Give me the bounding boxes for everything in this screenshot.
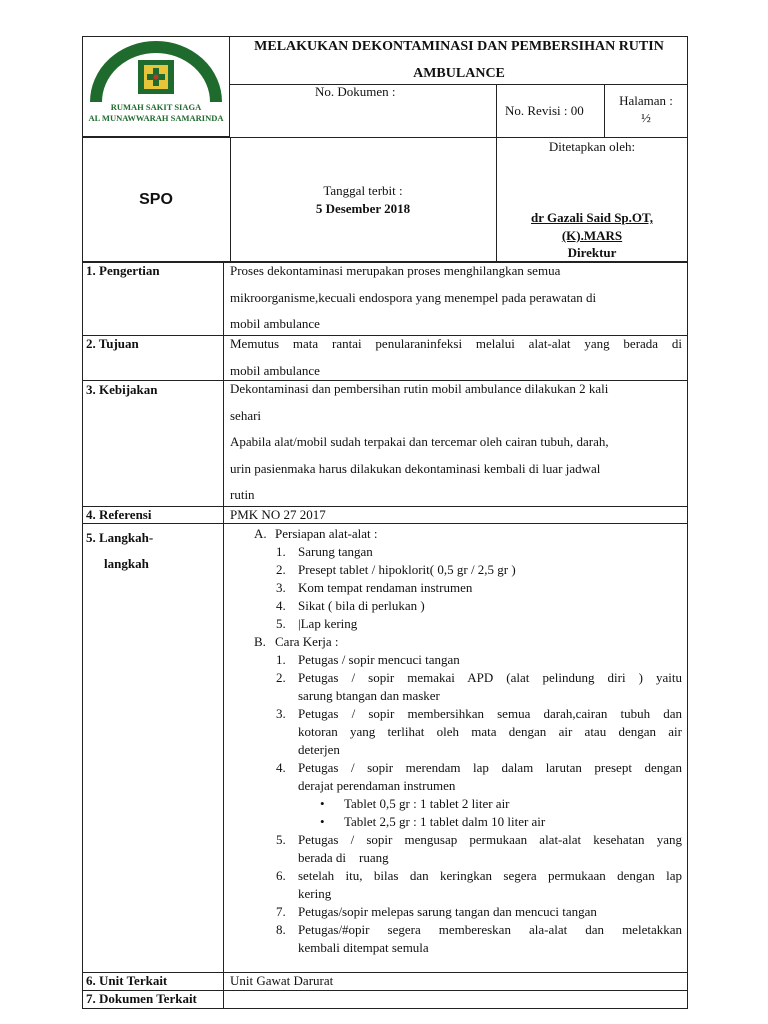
signer-role: Direktur	[567, 245, 617, 260]
list-item	[230, 579, 682, 597]
item-text: Petugas/sopir melepas sarung tangan dan mencuci tangan	[298, 904, 597, 919]
tujuan-line: Memutus mata rantai penularaninfeksi melalui alat-alat yang berada di	[230, 336, 682, 351]
item-number: 5.	[276, 832, 286, 847]
spo-label: SPO	[139, 191, 173, 208]
item-number: 3.	[276, 580, 286, 595]
list-item	[230, 561, 682, 579]
tanggal-terbit-label: Tanggal terbit :	[323, 183, 403, 198]
kebijakan-text	[230, 376, 682, 509]
item-text: setelah itu, bilas dan keringkan segera permukaan dengan lap	[298, 868, 682, 883]
item-number: 5.	[276, 616, 286, 631]
item-text: Petugas / sopir merendam lap dalam larutan presept dengan	[298, 760, 682, 775]
item-number: 6.	[276, 868, 286, 883]
list-item	[230, 669, 682, 705]
bullet-item	[230, 795, 682, 813]
item-number: 1.	[276, 652, 286, 667]
pengertian-line: mikroorganisme,kecuali endospora yang menempel pada perawatan di	[230, 289, 597, 305]
bullet-icon: •	[320, 814, 325, 829]
item-text: Sarung tangan	[298, 544, 373, 559]
signer-name-line1: dr Gazali Said Sp.OT,	[531, 210, 653, 225]
langkah-label-line1: 5. Langkah-	[86, 530, 154, 545]
row-divider	[82, 972, 688, 973]
section-a-title: Persiapan alat-alat :	[275, 526, 378, 541]
kebijakan-line: Apabila alat/mobil sudah terpakai dan tercemar oleh cairan tubuh, darah,	[230, 434, 609, 449]
list-item	[230, 921, 682, 957]
item-number: 2.	[276, 670, 286, 685]
item-text: Petugas/#opir segera membereskan ala-alat dan meletakkan	[298, 922, 682, 937]
kebijakan-line: rutin	[230, 487, 255, 502]
bullet-text: Tablet 2,5 gr : 1 tablet dalm 10 liter air	[344, 814, 546, 829]
item-text: kotoran yang terlihat oleh mata dengan air atau dengan air	[298, 724, 682, 739]
label-column-border	[223, 262, 224, 1009]
list-item	[230, 705, 682, 759]
list-item	[230, 543, 682, 561]
halaman-label: Halaman :	[619, 93, 673, 108]
tanggal-terbit-value: 5 Desember 2018	[315, 201, 411, 216]
section-label-dokumen: 7. Dokumen Terkait	[86, 991, 197, 1006]
section-label-tujuan: 2. Tujuan	[86, 336, 139, 351]
item-number: 7.	[276, 904, 286, 919]
section-a-letter: A.	[254, 526, 267, 541]
logo-text-line1: RUMAH SAKIT SIAGA	[110, 102, 202, 112]
item-text: Sikat ( bila di perlukan )	[298, 598, 425, 613]
tujuan-line: mobil ambulance	[230, 362, 320, 378]
list-item	[230, 903, 682, 921]
item-number: 4.	[276, 760, 286, 775]
document-title-line2: AMBULANCE	[413, 66, 505, 81]
title-divider	[230, 84, 688, 85]
row2-bottom-border	[82, 137, 688, 138]
list-item	[230, 867, 682, 903]
logo-cell	[82, 36, 230, 137]
unit-value: Unit Gawat Darurat	[230, 973, 334, 988]
item-text: derajat perendaman instrumen	[298, 778, 456, 793]
logo-text-line2: AL MUNAWWARAH SAMARINDA	[88, 113, 224, 123]
no-dokumen-label: No. Dokumen :	[315, 84, 396, 99]
no-revisi: No. Revisi : 00	[505, 103, 584, 118]
list-item	[230, 831, 682, 867]
row-divider	[82, 523, 688, 524]
section-label-kebijakan: 3. Kebijakan	[86, 382, 158, 397]
list-item	[230, 759, 682, 795]
langkah-content	[230, 525, 682, 957]
item-number: 1.	[276, 544, 286, 559]
document-title-line1: MELAKUKAN DEKONTAMINASI DAN PEMBERSIHAN RUTIN	[254, 39, 664, 54]
item-text: sarung btangan dan masker	[298, 688, 440, 703]
item-number: 8.	[276, 922, 286, 937]
section-label-pengertian: 1. Pengertian	[86, 263, 160, 278]
item-text: Presept tablet / hipoklorit( 0,5 gr / 2,5 gr )	[298, 562, 516, 577]
item-text: Petugas / sopir membersihkan semua darah,cairan tubuh dan	[298, 706, 682, 721]
section-label-langkah	[86, 525, 153, 577]
item-text: kering	[298, 886, 332, 901]
item-text: Kom tempat rendaman instrumen	[298, 580, 473, 595]
pengertian-line: mobil ambulance	[230, 316, 320, 331]
section-b-letter: B.	[254, 634, 266, 649]
langkah-label-line2: langkah	[104, 556, 149, 571]
section-label-referensi: 4. Referensi	[86, 507, 152, 522]
halaman-value: ½	[641, 110, 651, 125]
item-text: Petugas / sopir memakai APD (alat pelindung diri ) yaitu	[298, 670, 682, 685]
bullet-item	[230, 813, 682, 831]
item-text: kembali ditempat semula	[298, 940, 429, 955]
section-b-heading	[230, 633, 682, 651]
item-number: 4.	[276, 598, 286, 613]
pengertian-text	[230, 258, 682, 338]
list-item	[230, 597, 682, 615]
item-number: 2.	[276, 562, 286, 577]
item-text: |Lap kering	[298, 616, 358, 631]
item-text: deterjen	[298, 742, 340, 757]
section-a-heading	[230, 525, 682, 543]
signer-name-line2: (K).MARS	[561, 228, 623, 243]
ditetapkan-label: Ditetapkan oleh:	[548, 139, 636, 154]
section-label-unit: 6. Unit Terkait	[86, 973, 168, 988]
item-number: 3.	[276, 706, 286, 721]
item-text: Petugas / sopir mengusap permukaan alat-alat kesehatan yang	[298, 832, 682, 847]
kebijakan-line: Dekontaminasi dan pembersihan rutin mobil ambulance dilakukan 2 kali	[230, 381, 609, 396]
referensi-value: PMK NO 27 2017	[230, 507, 326, 522]
list-item	[230, 651, 682, 669]
pengertian-line: Proses dekontaminasi merupakan proses menghilangkan semua	[230, 263, 561, 278]
spo-right-border	[230, 137, 231, 262]
item-text: Petugas / sopir mencuci tangan	[298, 652, 460, 667]
kebijakan-line: urin pasienmaka harus dilakukan dekontaminasi kembali di luar jadwal	[230, 460, 601, 476]
section-b-title: Cara Kerja :	[275, 634, 339, 649]
bullet-text: Tablet 0,5 gr : 1 tablet 2 liter air	[344, 796, 510, 811]
kebijakan-line: sehari	[230, 407, 262, 423]
item-text: berada di ruang	[298, 850, 389, 865]
list-item	[230, 615, 682, 633]
bullet-icon: •	[320, 796, 325, 811]
